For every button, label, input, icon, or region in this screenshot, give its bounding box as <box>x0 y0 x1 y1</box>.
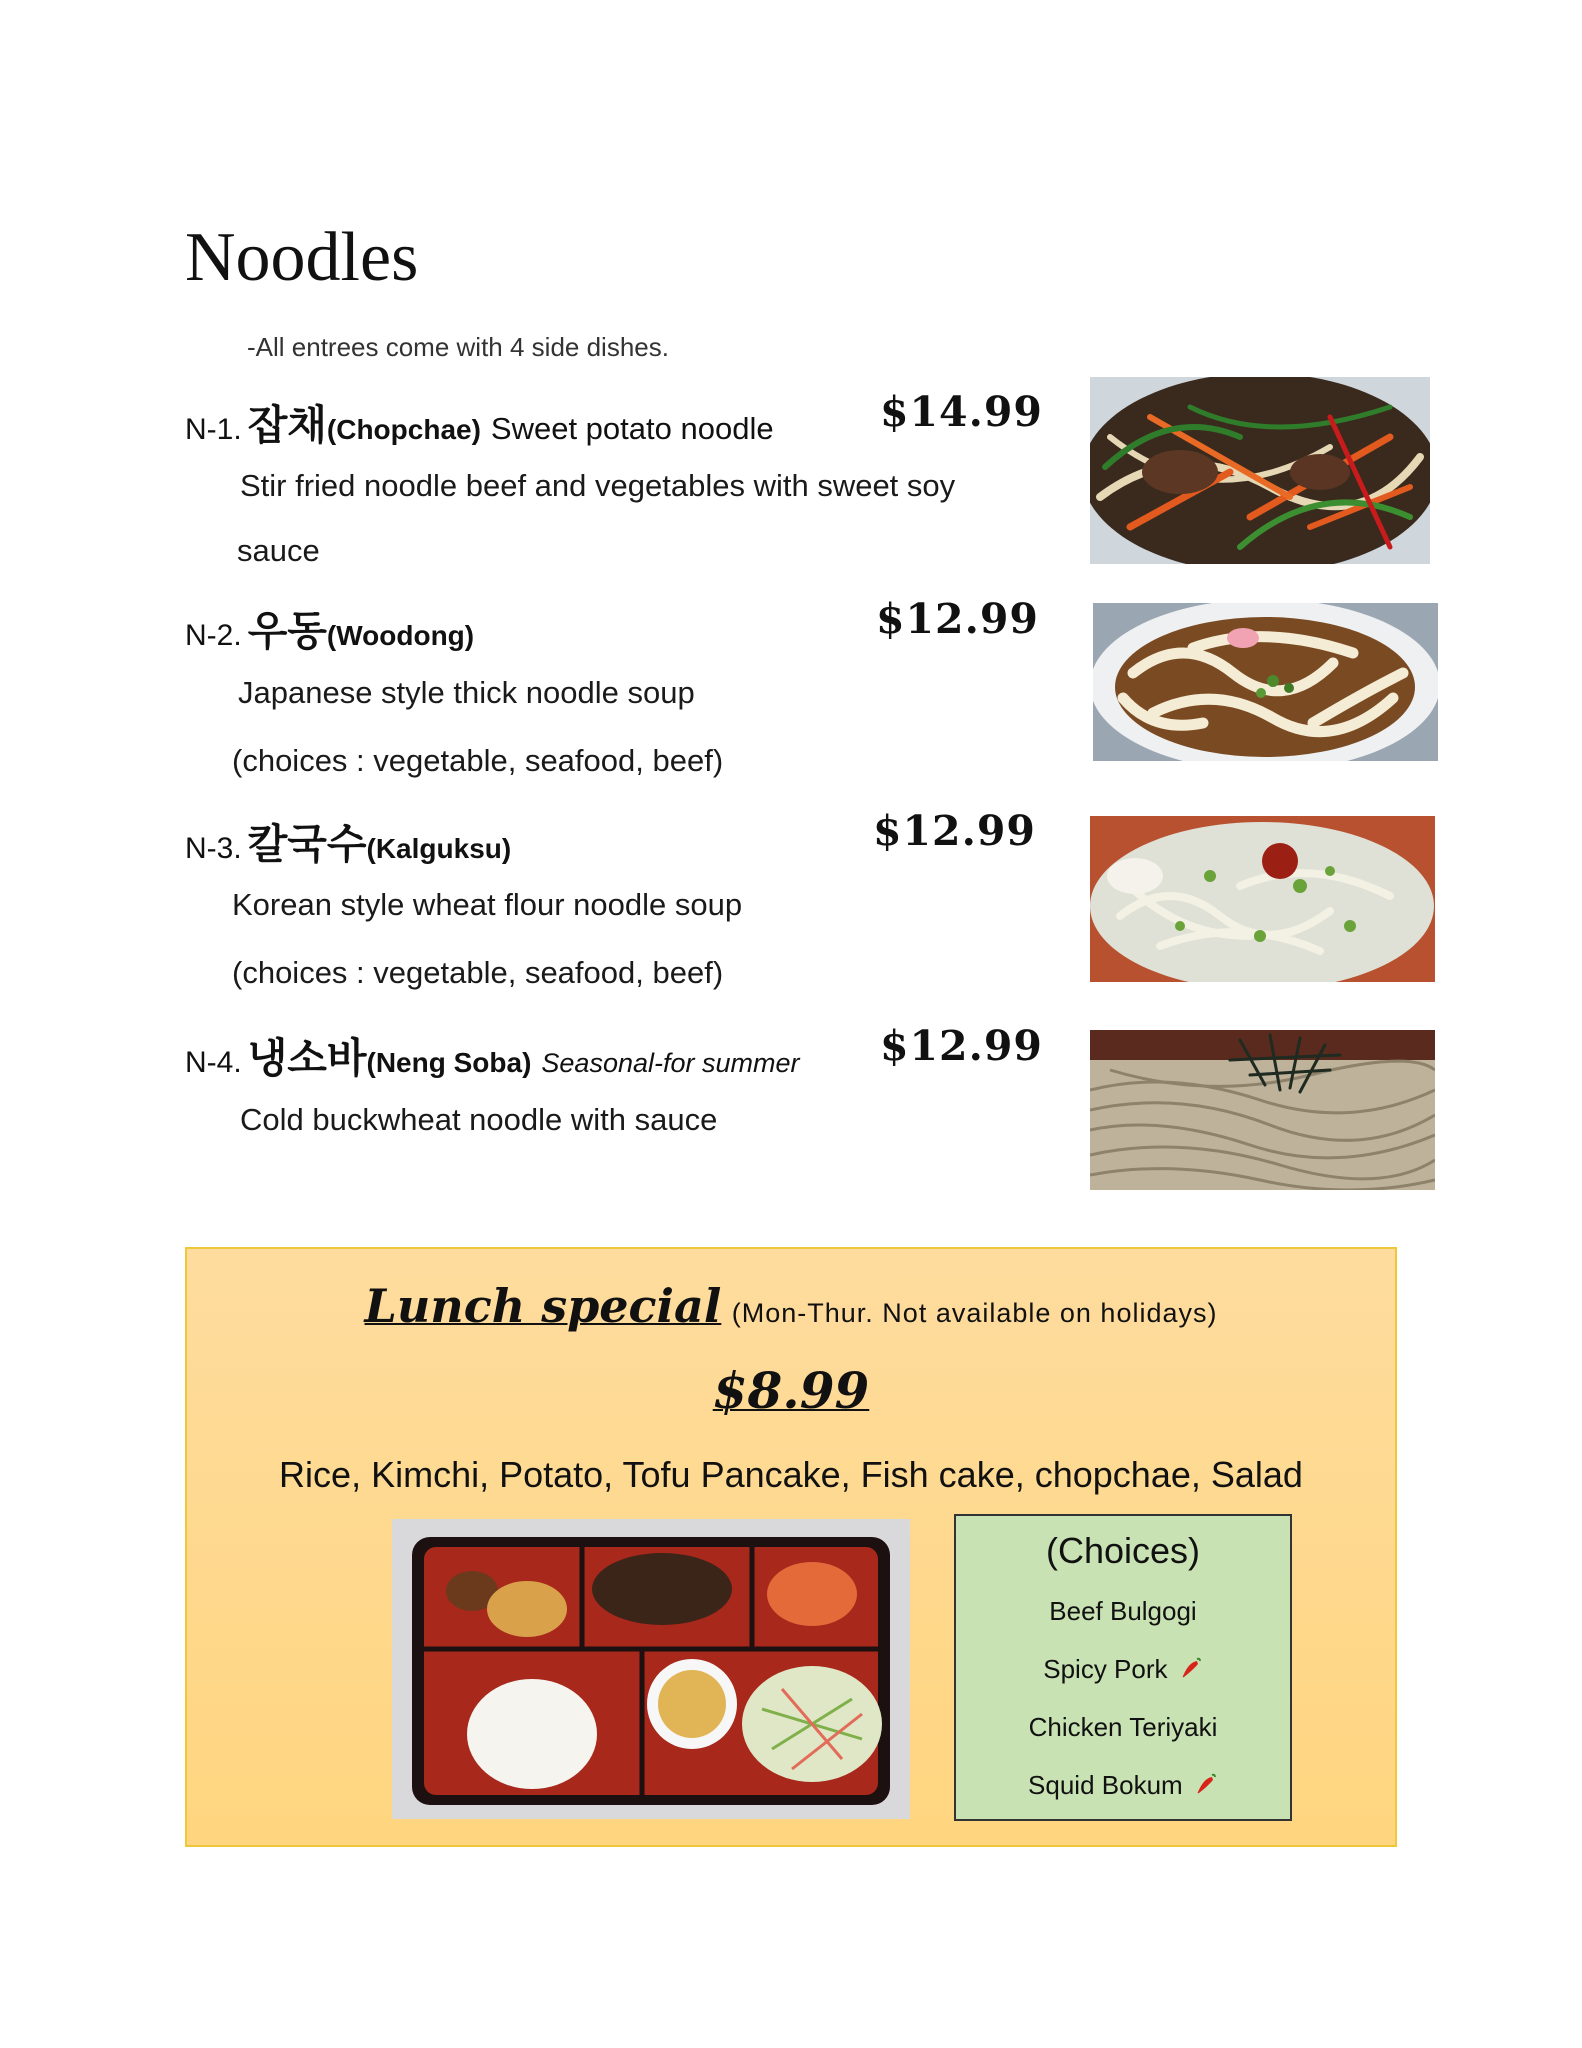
lunch-special-heading <box>187 1279 1395 1333</box>
page-title: Noodles <box>185 219 419 296</box>
chopchae-photo <box>1090 377 1430 564</box>
item-price-n4: $12.99 <box>880 1022 1043 1070</box>
item-description-n3-line2: (choices : vegetable, seafood, beef) <box>232 955 724 990</box>
item-price-n1: $14.99 <box>880 388 1043 436</box>
item-code: N-1. <box>185 413 242 446</box>
udon-photo <box>1093 603 1438 761</box>
kalguksu-photo <box>1090 816 1435 982</box>
item-english-name: Sweet potato noodle <box>490 411 774 446</box>
choices-title: (Choices) <box>1045 1530 1201 1571</box>
item-description-n1-line2: sauce <box>237 533 320 568</box>
bento-photo <box>392 1519 910 1819</box>
menu-item-n1-heading <box>185 392 774 451</box>
item-korean-name: 잡채 <box>247 401 327 449</box>
chili-pepper-icon <box>1194 1758 1218 1816</box>
choice-label: Beef Bulgogi <box>1049 1596 1197 1626</box>
item-description-n4-line1: Cold buckwheat noodle with sauce <box>240 1102 718 1137</box>
item-description-n3-line1: Korean style wheat flour noodle soup <box>232 887 743 922</box>
chili-pepper-icon <box>1179 1642 1203 1700</box>
item-description-n2-line2: (choices : vegetable, seafood, beef) <box>232 743 724 778</box>
item-description-n2-line1: Japanese style thick noodle soup <box>238 675 695 710</box>
lunch-special-box <box>185 1247 1397 1847</box>
lunch-special-title: Lunch special <box>364 1279 722 1333</box>
choice-label: Spicy Pork <box>1043 1654 1168 1684</box>
soba-photo <box>1090 1030 1435 1190</box>
choice-label: Squid Bokum <box>1028 1770 1183 1800</box>
item-korean-name: 칼국수 <box>247 820 367 868</box>
item-korean-name: 냉소바 <box>247 1034 367 1082</box>
item-price-n2: $12.99 <box>876 595 1039 643</box>
choice-beef-bulgogi <box>956 1582 1290 1640</box>
side-dish-note: -All entrees come with 4 side dishes. <box>247 332 669 362</box>
choice-squid-bokum <box>956 1756 1290 1814</box>
item-code: N-2. <box>185 619 242 652</box>
item-description-n1-line1: Stir fried noodle beef and vegetables with sweet soy <box>240 468 956 503</box>
lunch-special-days: (Mon-Thur. Not available on holidays) <box>731 1298 1218 1328</box>
choice-label: Chicken Teriyaki <box>1028 1712 1218 1742</box>
item-code: N-3. <box>185 832 242 865</box>
choice-spicy-pork <box>956 1640 1290 1698</box>
item-romanized-name: (Neng Soba) <box>366 1047 532 1078</box>
menu-item-n4-heading <box>185 1025 800 1084</box>
item-price-n3: $12.99 <box>873 807 1036 855</box>
choice-chicken-teriyaki <box>956 1698 1290 1756</box>
lunch-special-price: $8.99 <box>712 1361 870 1420</box>
menu-item-n3-heading <box>185 811 511 870</box>
item-seasonal-note: Seasonal-for summer <box>541 1048 800 1078</box>
item-romanized-name: (Kalguksu) <box>366 833 512 864</box>
menu-item-n2-heading <box>185 598 474 657</box>
lunch-special-sides: Rice, Kimchi, Potato, Tofu Pancake, Fish cake, chopchae, Salad <box>279 1454 1303 1495</box>
item-romanized-name: (Woodong) <box>326 620 475 651</box>
item-romanized-name: (Chopchae) <box>326 414 481 445</box>
item-code: N-4. <box>185 1046 242 1079</box>
item-korean-name: 우동 <box>247 607 327 655</box>
lunch-choices-box <box>954 1514 1292 1821</box>
